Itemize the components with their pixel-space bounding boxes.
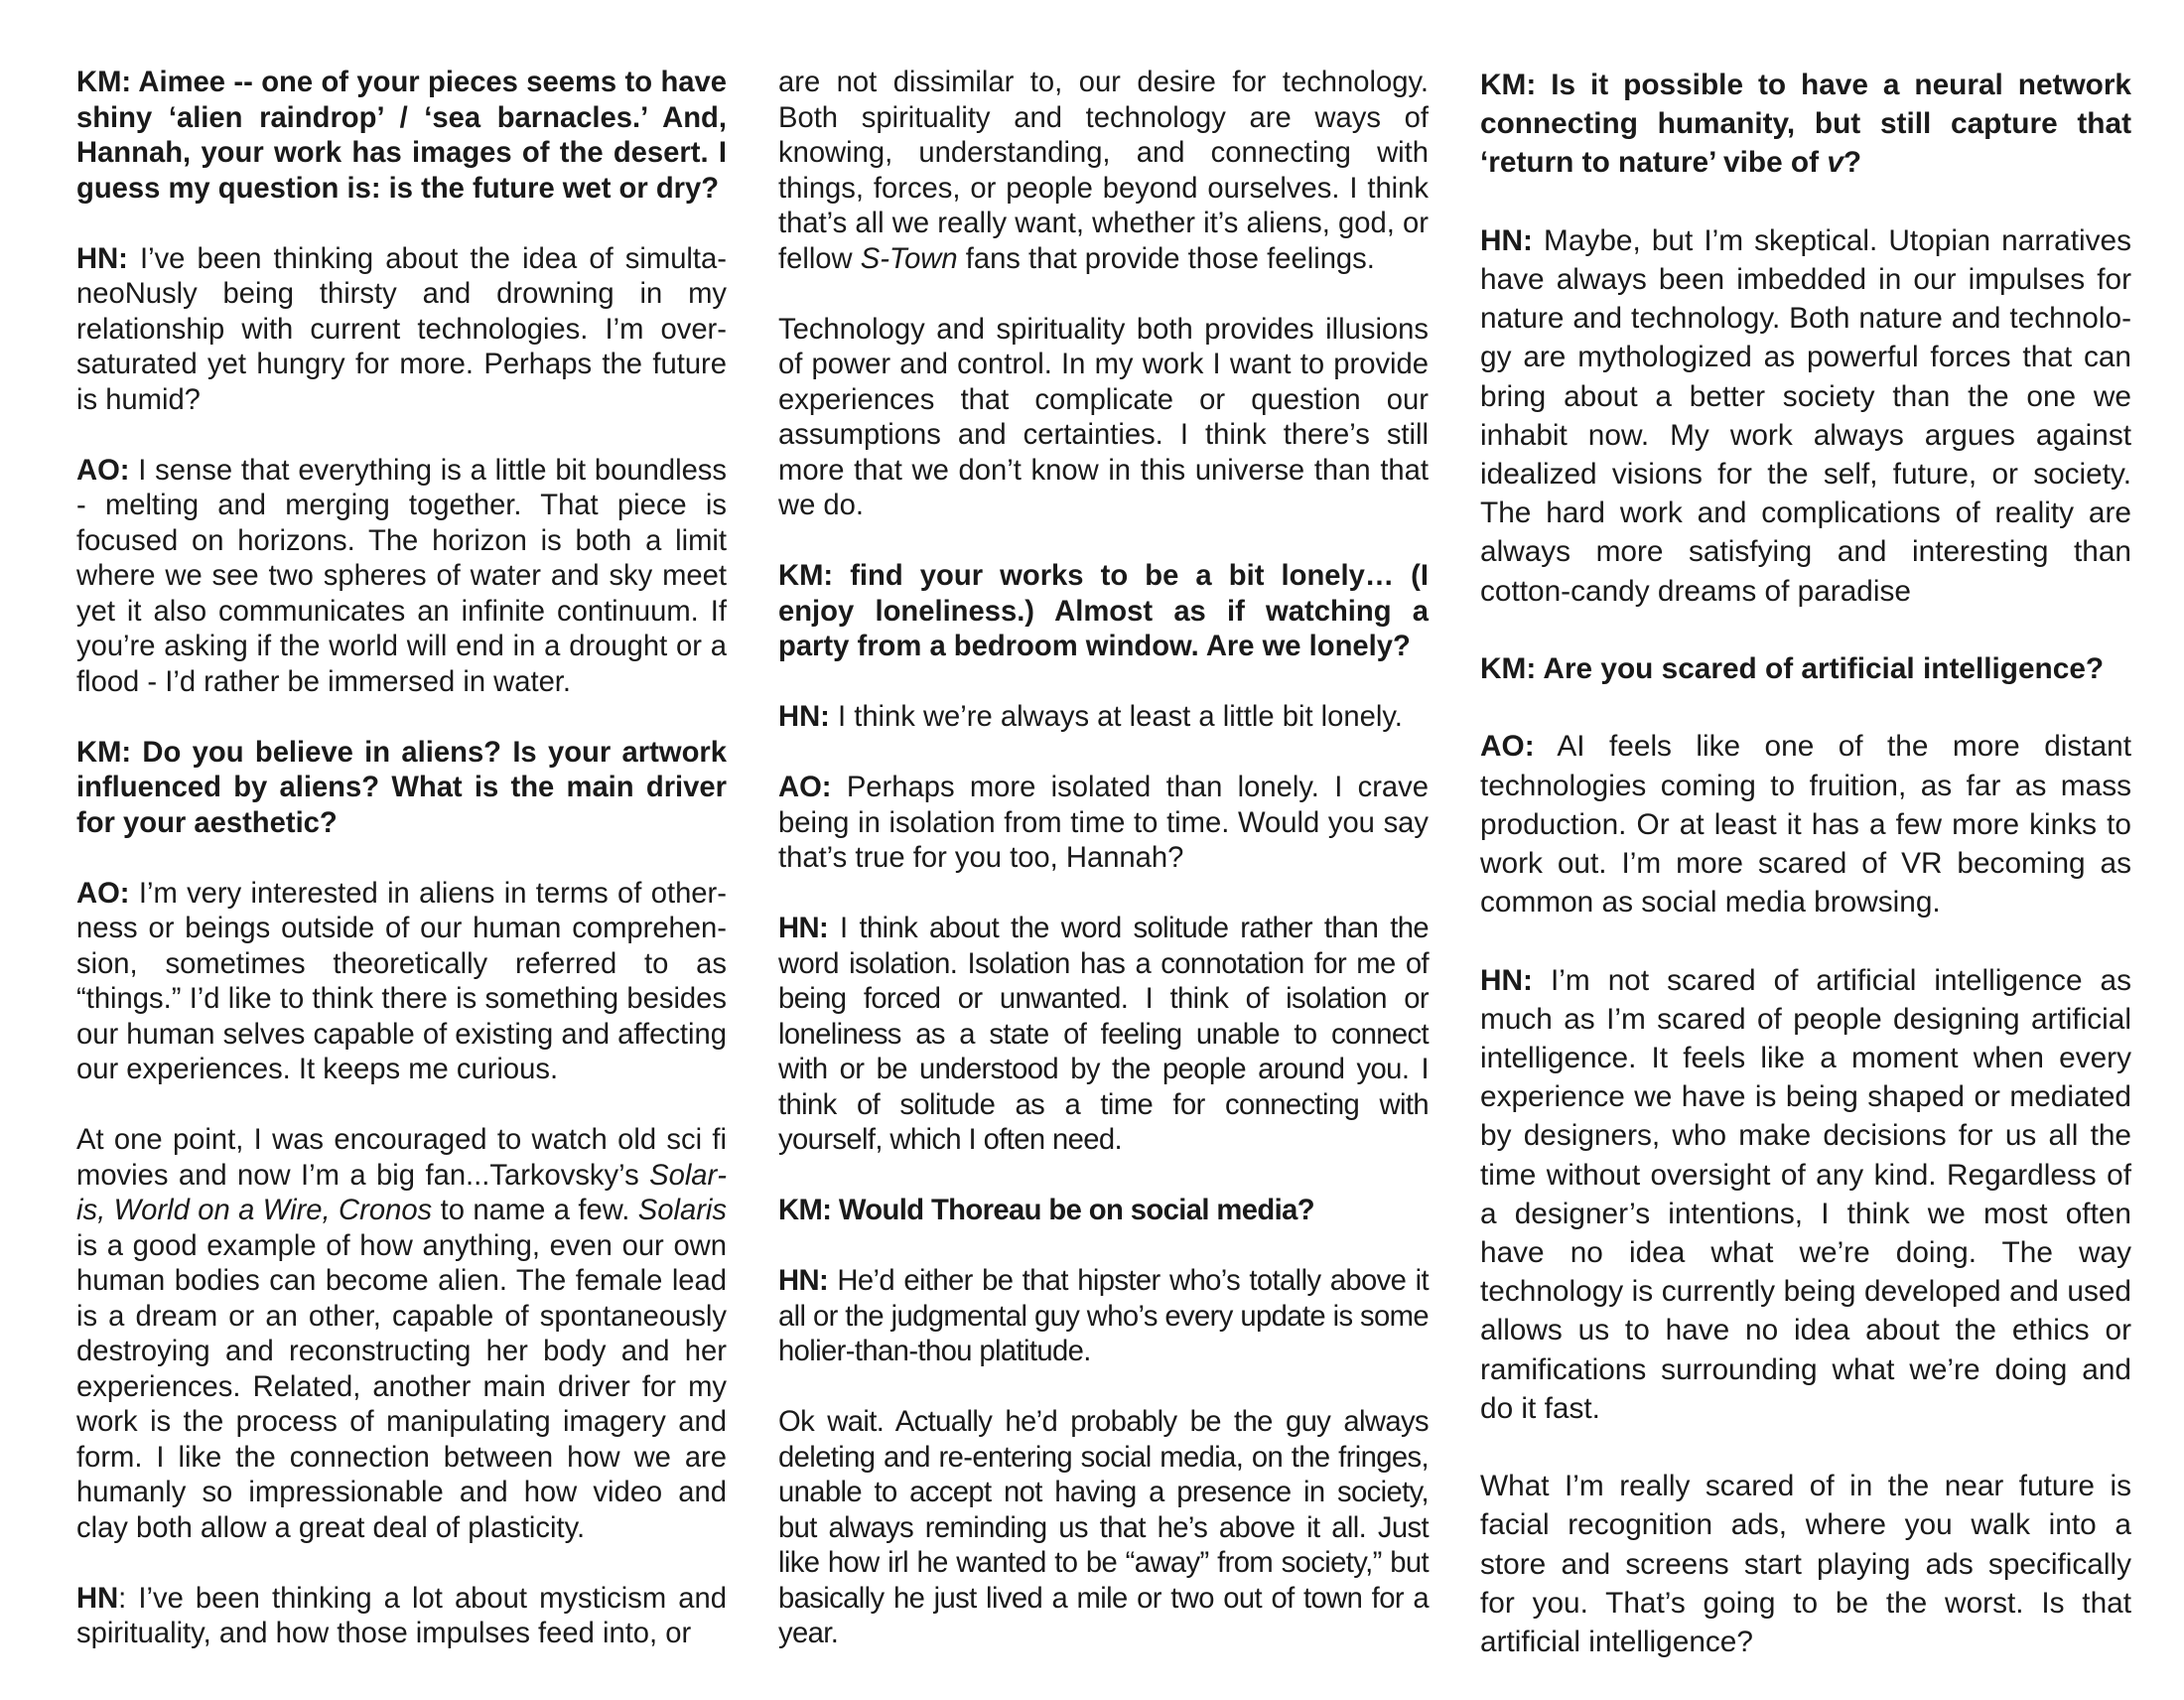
speaker-label: AO: — [76, 877, 130, 910]
text-run: is a good example of how anything, even our own human bodies can become alien. The female lead is a dream or an other, capable of spontaneously destroying and reconstructing her body and her experiences. Related, another main driver for my work is the process of manipulating imagery and form. I like the connection between how we are humanly so impressionable and how video and clay both allow a great deal of plasticity. — [76, 1229, 727, 1544]
film-titles: Solaris, World on a Wire, Cronos — [76, 1159, 727, 1226]
speaker-label: AO: — [778, 772, 832, 803]
text-run: are not dissimilar to, our desire for technology. Both spirituality and technology are ways of knowing, understanding, and connecting with things, forces, or people beyond ourselves. I think that’s all we really want, whether it’s aliens, god, or fellow — [778, 67, 1429, 275]
speaker-label: HN: — [778, 1265, 829, 1297]
answer-ao-ai — [1480, 727, 2131, 921]
speaker-label: AO: — [1480, 730, 1535, 764]
text-run: At one point, I was encouraged to watch old sci fi movies and now I’m a big fan...Tarkovsky’s — [76, 1124, 727, 1192]
question-lonely: KM: find your works to be a bit lonely… (I enjoy loneliness.) Almost as if watching a party from a bedroom window. Are we lonely? — [778, 560, 1429, 662]
answer-text: He’d either be that hipster who’s totally above it all or the judgmental guy who’s every update is some holier-than-thou platitude. — [778, 1265, 1429, 1367]
speaker-label: HN: — [76, 242, 128, 275]
column-2 — [778, 66, 1429, 1687]
answer-hn-humid — [76, 242, 727, 419]
film-title-solaris: Solaris — [637, 1195, 727, 1226]
answer-hn-mysticism — [76, 1582, 727, 1652]
paragraph-sci-fi — [76, 1123, 727, 1546]
answer-ao-isolated — [778, 771, 1429, 877]
speaker-label: HN: — [1480, 963, 1533, 997]
answer-text: I think about the word solitude rather than the word isolation. Isolation has a connotation for me of being forced or unwanted. I think of isolation or loneliness as a state of feeling unable to connect with or be understood by the people around you. I think of solitude as a time for connecting with yourself, which I often need. — [778, 913, 1429, 1156]
answer-text: I’m not scared of artificial intelligence as much as I’m scared of people designing artificial intelligence. It feels like a moment when every experience we have is being shaped or mediated by designers, who make decisions for us all the time without oversight of any kind. Regardless of a designer’s intentions, I think we most often have no idea what we’re doing. The way technology is currently being developed and used allows us to have no idea about the ethics or ramifications surrounding what we’re doing and do it fast. — [1480, 963, 2131, 1425]
answer-text: I sense that everything is a little bit boundless - melting and merging together. That piece is focused on horizons. The horizon is both a limit where we see two spheres of water and sky meet yet it also communicates an infinite continuum. If you’re asking if the world will end in a drought or a flood - I’d rather be immersed in water. — [76, 454, 727, 698]
speaker-label: HN — [76, 1582, 119, 1615]
podcast-title: S-Town — [860, 242, 958, 275]
speaker-label: HN: — [778, 701, 830, 733]
answer-hn-ai — [1480, 961, 2131, 1428]
answer-text: AI feels like one of the more distant technologies coming to fruition, as far as mass production. Or at least it has a few more kinks to work out. I’m more scared of VR becoming as common as social media browsing. — [1480, 730, 2131, 920]
answer-text: Perhaps more isolated than lonely. I crave being in isolation from time to time. Would you say that’s true for you too, Hannah? — [778, 772, 1429, 874]
answer-hn-thoreau — [778, 1264, 1429, 1370]
column-1 — [76, 66, 727, 1687]
paragraph-continuation — [778, 66, 1429, 277]
answer-text: I think we’re always at least a little bit lonely. — [829, 701, 1403, 733]
answer-ao-aliens — [76, 877, 727, 1088]
text-run: to name a few. — [432, 1195, 638, 1226]
speaker-label: AO: — [76, 454, 130, 487]
answer-ao-horizon — [76, 454, 727, 701]
speaker-label: HN: — [778, 913, 829, 944]
text-run: KM: Is it possible to have a neural network connecting humanity, but still capture that ‘return to nature’ vibe of — [1480, 69, 2131, 180]
answer-text: Maybe, but I’m skeptical. Utopian narratives have always been imbedded in our impulses for nature and technology. Both nature and technology are mythologized as powerful forces that can bring about a better society than the one we inhabit now. My work always argues against idealized visions for the self, future, or society. The hard work and complications of reality are always more satisfying and interesting than cotton-candy dreams of paradise — [1480, 223, 2131, 608]
answer-text: : I’ve been thinking a lot about mysticism and spirituality, and how those impulses feed into, or — [76, 1582, 727, 1649]
answer-hn-utopian — [1480, 221, 2131, 611]
speaker-label: HN: — [1480, 223, 1533, 257]
paragraph-facial-recognition: What I’m really scared of in the near future is facial recognition ads, where you walk into a store and screens start playing ads specifically for you. That’s going to be the worst. Is that artificial intelligence? — [1480, 1470, 2131, 1659]
text-run: fans that provide those feelings. — [957, 242, 1375, 275]
answer-text: I’m very interested in aliens in terms of otherness or beings outside of our human comprehension, sometimes theoretically referred to as “things.” I’d like to think there is something besides our human selves capable of existing and affecting our experiences. It keeps me curious. — [76, 877, 727, 1085]
column-3 — [1480, 66, 2131, 1700]
paragraph-illusions: Technology and spirituality both provides illusions of power and control. In my work I want to provide experiences that complicate or question our assumptions and certainties. I think there’s still more that we don’t know in this universe than that we do. — [778, 313, 1429, 521]
question-ai: KM: Are you scared of artificial intelligence? — [1480, 652, 2105, 686]
answer-hn-solitude — [778, 912, 1429, 1159]
question-aliens: KM: Do you believe in aliens? Is your artwork influenced by aliens? What is the main driver for your aesthetic? — [76, 736, 727, 839]
question-thoreau: KM: Would Thoreau be on social media? — [778, 1195, 1314, 1226]
question-neural-network — [1480, 66, 2131, 183]
question-wet-or-dry: KM: Aimee -- one of your pieces seems to have shiny ‘alien raindrop’ / ‘sea barnacles.’ And, Hannah, your work has images of the desert. I guess my question is: is the future wet or dry? — [76, 67, 727, 205]
answer-text: I’ve been thinking about the idea of simultaneoNusly being thirsty and drowning in my relationship with current technologies. I’m over-saturated yet hungry for more. Perhaps the future is humid? — [76, 242, 727, 416]
text-run-italic: v — [1827, 146, 1843, 180]
text-run: ? — [1843, 146, 1862, 180]
answer-hn-lonely — [778, 700, 1429, 736]
paragraph-ok-wait: Ok wait. Actually he’d probably be the guy always deleting and re-entering social media, on the fringes, unable to accept not having a presence in society, but always reminding us that he’s above it all. Just like how irl he wanted to be “away” from society,” but basically he just lived a mile or two out of town for a year. — [778, 1406, 1429, 1649]
